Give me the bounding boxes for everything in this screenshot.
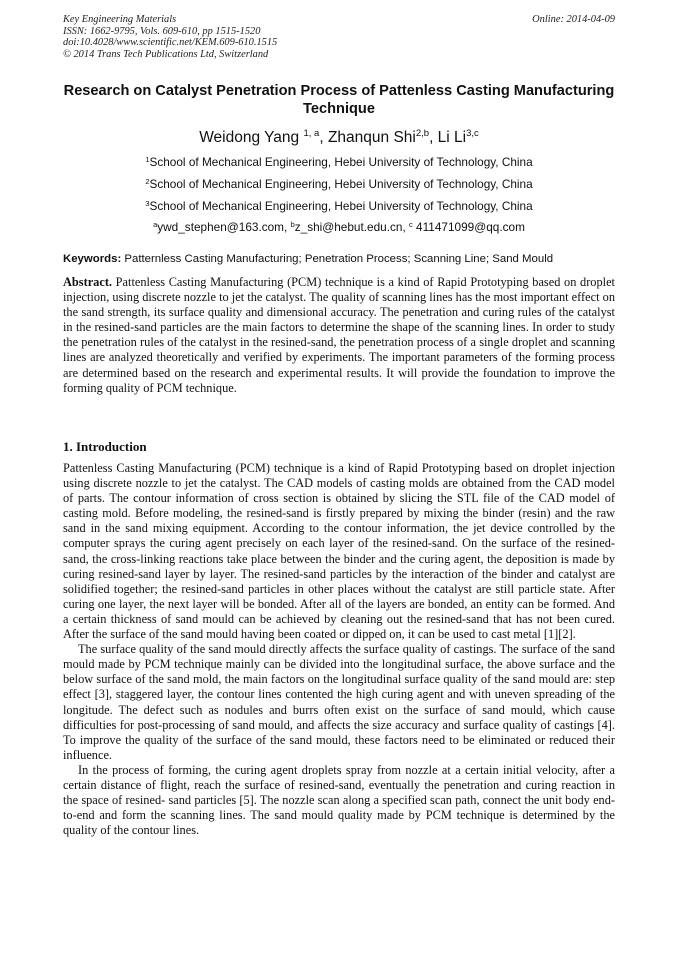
doi-line: doi:10.4028/www.scientific.net/KEM.609-610.1515 xyxy=(63,37,278,49)
online-date: Online: 2014-04-09 xyxy=(532,14,615,25)
section-heading: 1. Introduction xyxy=(63,439,147,454)
issn-line: ISSN: 1662-9795, Vols. 609-610, pp 1515-1520 xyxy=(63,25,261,37)
author-name: , Li Li xyxy=(429,129,467,146)
affiliation-text: School of Mechanical Engineering, Hebei University of Technology, China xyxy=(149,199,533,213)
affiliation xyxy=(63,199,615,214)
email-mark: b xyxy=(290,220,295,229)
email-address: ywd_stephen@163.com, xyxy=(157,220,291,234)
author-name: , Zhanqun Shi xyxy=(319,129,416,146)
paragraph: The surface quality of the sand mould directly affects the surface quality of castings. The surface of the sand mould made by PCM technique mainly can be divided into the longitudinal surface, the above surface and the below surface of the sand mold, the main factors on the longitudinal surface quality of the sand mould are: step effect [3], staggered layer, the contour lines contented the high curing agent and with uneven spreading of the longitude. The defect such as nodules and burrs often exist on the surface of sand mould, which cause difficulties for post-processing of sand mould, and affects the size accuracy and surface quality of castings [4]. To improve the quality of the surface of the sand mould, these factors need to be eliminated or reduced their influence. xyxy=(63,642,615,762)
paper-title: Research on Catalyst Penetration Process of Pattenless Casting Manufacturing Technique xyxy=(63,83,615,117)
author-affiliation-mark: 1, a xyxy=(303,128,320,139)
email-mark: a xyxy=(153,220,158,229)
publication-header xyxy=(63,14,615,60)
introduction-body xyxy=(63,461,615,838)
email-address: 411471099@qq.com xyxy=(412,220,525,234)
affiliation-text: School of Mechanical Engineering, Hebei University of Technology, China xyxy=(149,177,533,191)
email-mark: c xyxy=(409,220,413,229)
affiliation xyxy=(63,155,615,170)
affiliation-mark: 1 xyxy=(145,155,150,164)
keywords-text: Patternless Casting Manufacturing; Penetration Process; Scanning Line; Sand Mould xyxy=(121,253,554,265)
affiliation-mark: 3 xyxy=(145,199,150,208)
email-address: z_shi@hebut.edu.cn, xyxy=(294,220,410,234)
author-name: Weidong Yang xyxy=(199,129,304,146)
author-list xyxy=(63,128,615,148)
journal-name: Key Engineering Materials xyxy=(63,14,177,25)
affiliation-text: School of Mechanical Engineering, Hebei University of Technology, China xyxy=(149,155,533,169)
paragraph: In the process of forming, the curing agent droplets spray from nozzle at a certain initial velocity, after a certain distance of flight, reach the surface of resined-sand, eventually the penetration and curing reaction in the space of resined- sand particles [5]. The nozzle scan along a specified scan path, connect the unit body end-to-end and form the scanning lines. The sand mould quality made by PCM technique is determined by the quality of the contour lines. xyxy=(63,762,615,838)
abstract-label: Abstract. xyxy=(63,275,113,289)
affiliation xyxy=(63,177,615,192)
keywords-line xyxy=(63,252,619,266)
affiliation-mark: 2 xyxy=(145,177,150,186)
paragraph: Pattenless Casting Manufacturing (PCM) technique is a kind of Rapid Prototyping based on droplet injection using discrete nozzle to jet the catalyst. The CAD models of casting molds are obtained from the CAD model of parts. The contour information of cross section is obtained by slicing the STL file of the CAD model of casting mold. Before modeling, the resined-sand is firstly prepared by mixing the binder (resin) and the raw sand in the sand mixing equipment. According to the contour information, the jet device controlled by the computer sprays the curing agent precisely on each layer of the resined-sand. On the surface of the resined-sand, the cross-linking reactions take place between the binder and the curing agent, the deposition is made by curing resined-sand layer by layer. The resined-sand particles by the interaction of the binder and catalyst are solidified together; the resined-sand particles in other places without the catalyst are still particle state. After curing one layer, the next layer will be bonded. After all of the layers are bonded, an entity can be formed. And a certain thickness of sand mould can be achieved by cleaning out the resined-sand that has not been cured. After the surface of the sand mould having been coated or dipped on, it can be used to cast metal [1][2]. xyxy=(63,461,615,642)
keywords-label: Keywords: xyxy=(63,253,122,265)
author-affiliation-mark: 2,b xyxy=(415,128,430,139)
author-affiliation-mark: 3,c xyxy=(466,128,479,139)
abstract-text: Pattenless Casting Manufacturing (PCM) technique is a kind of Rapid Prototyping based on droplet injection, using discrete nozzle to jet the catalyst. The quality of scanning lines has the most important effect on the sand strength, its surface quality and dimensional accuracy. The penetration and curing rules of the catalyst in the resined-sand particles are the main factors to determine the shape of the scanning lines. In order to study the penetration rules of the catalyst in the resined-sand, the penetration process of a single droplet and scanning lines are analyzed theoretically and verified by experiments. The important parameters of the forming process are determined based on the research and experimental results. It will provide the foundation to improve the forming quality of PCM technique. xyxy=(63,275,615,395)
copyright-line: © 2014 Trans Tech Publications Ltd, Switzerland xyxy=(63,48,269,60)
email-list xyxy=(63,220,615,235)
abstract xyxy=(63,275,615,396)
